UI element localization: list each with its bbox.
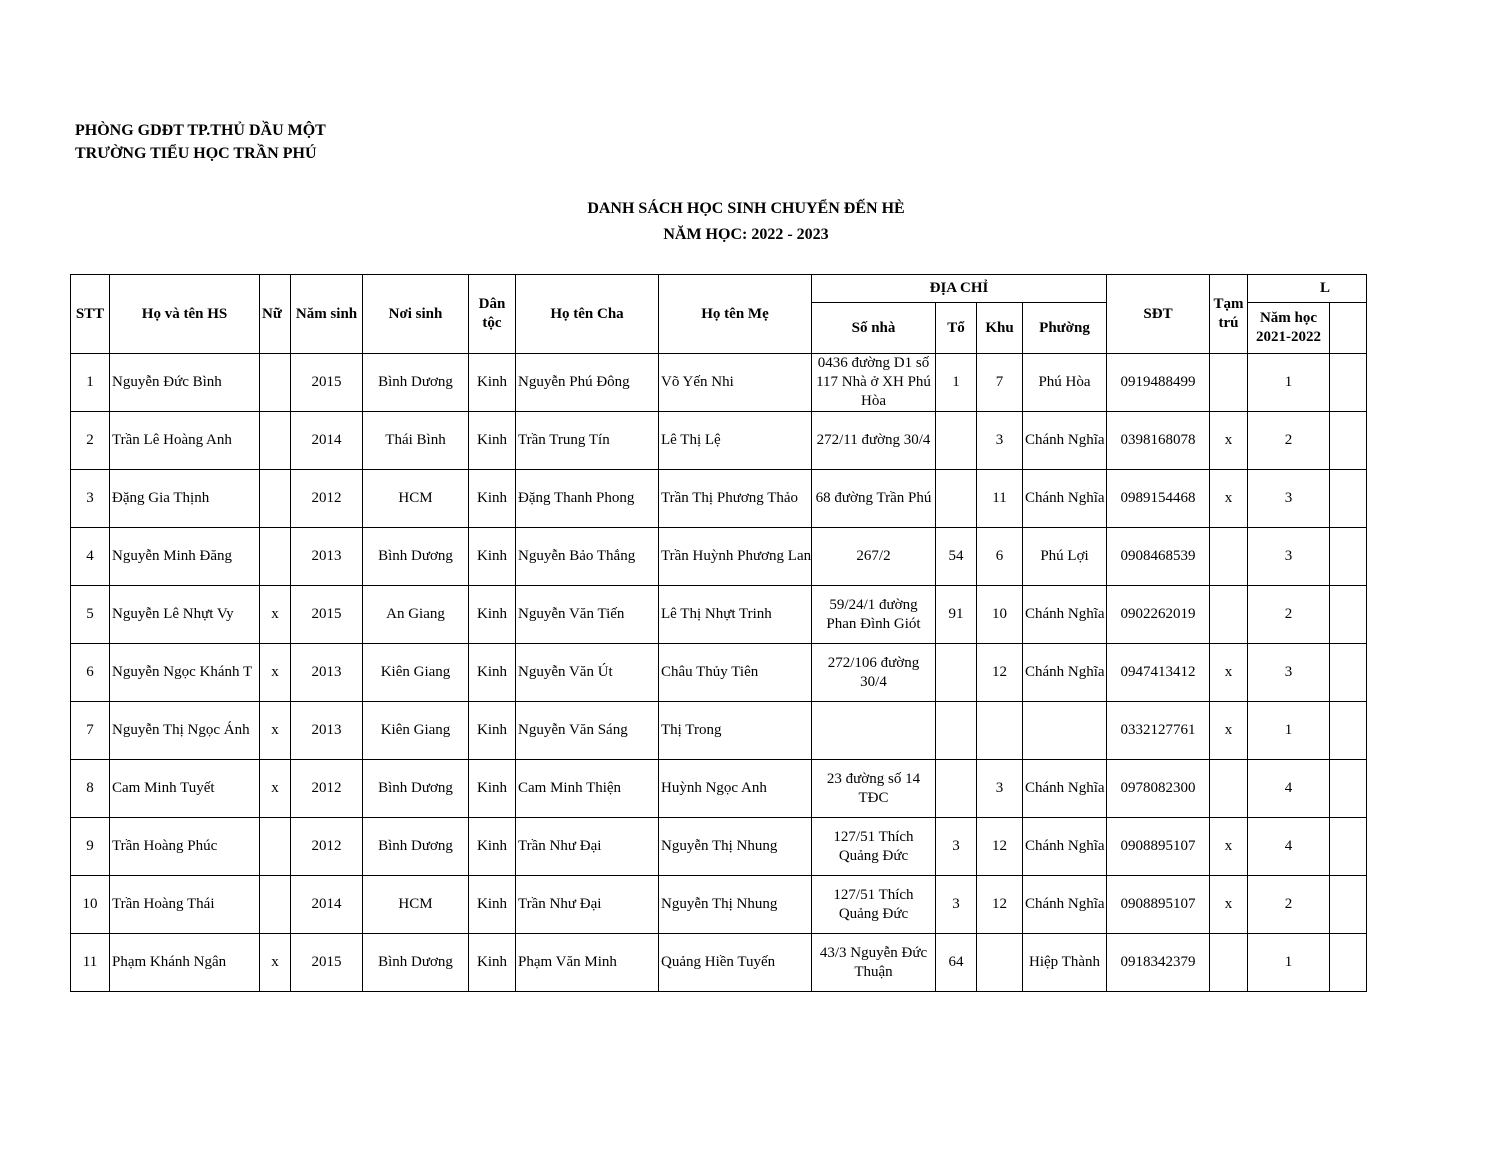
cell-father-name: Nguyễn Phú Đông (516, 354, 659, 412)
table-row (71, 644, 1367, 702)
cell-house-number: 127/51 Thích Quảng Đức (812, 818, 936, 876)
header-class-group: L (1248, 275, 1367, 303)
cell-mother-name: Quảng Hiền Tuyến (659, 934, 812, 992)
header-student-name: Họ và tên HS (110, 275, 260, 354)
cell-stt: 10 (71, 876, 110, 934)
cell-phone: 0332127761 (1107, 702, 1210, 760)
cell-stt: 8 (71, 760, 110, 818)
cell-phone: 0908895107 (1107, 818, 1210, 876)
cell-ethnicity: Kinh (469, 412, 516, 470)
cell-house-number: 0436 đường D1 số 117 Nhà ở XH Phú Hòa (812, 354, 936, 412)
cell-stt: 1 (71, 354, 110, 412)
cell-mother-name: Lê Thị Lệ (659, 412, 812, 470)
cell-school-year: 4 (1248, 818, 1330, 876)
cell-ward: Chánh Nghĩa (1023, 818, 1107, 876)
table-row (71, 586, 1367, 644)
document-title: DANH SÁCH HỌC SINH CHUYỂN ĐẾN HÈ (587, 200, 905, 217)
table-row (71, 702, 1367, 760)
cell-school-year: 4 (1248, 760, 1330, 818)
cell-female: x (260, 644, 291, 702)
cell-father-name: Nguyễn Văn Sáng (516, 702, 659, 760)
cell-phone: 0989154468 (1107, 470, 1210, 528)
cell-ethnicity: Kinh (469, 934, 516, 992)
cell-female (260, 528, 291, 586)
cell-house-number: 23 đường số 14 TĐC (812, 760, 936, 818)
cell-female (260, 354, 291, 412)
school-name: TRƯỜNG TIỂU HỌC TRẦN PHÚ (75, 145, 317, 162)
cell-temporary-residence (1210, 934, 1248, 992)
student-table-container (70, 274, 1331, 1034)
cell-female (260, 412, 291, 470)
cell-phone: 0398168078 (1107, 412, 1210, 470)
cell-female: x (260, 934, 291, 992)
cell-group: 91 (936, 586, 977, 644)
table-row (71, 818, 1367, 876)
cell-student-name: Nguyễn Minh Đăng (110, 528, 260, 586)
cell-group: 3 (936, 818, 977, 876)
cell-birth-year: 2012 (291, 470, 363, 528)
cell-ethnicity: Kinh (469, 818, 516, 876)
cell-extra (1330, 702, 1367, 760)
header-birth-year: Năm sinh (291, 275, 363, 354)
cell-area: 6 (977, 528, 1023, 586)
cell-temporary-residence (1210, 760, 1248, 818)
cell-ward: Chánh Nghĩa (1023, 876, 1107, 934)
cell-school-year: 2 (1248, 876, 1330, 934)
cell-mother-name: Nguyễn Thị Nhung (659, 818, 812, 876)
cell-temporary-residence (1210, 354, 1248, 412)
cell-birthplace: Bình Dương (363, 528, 469, 586)
cell-temporary-residence (1210, 528, 1248, 586)
cell-father-name: Trần Như Đại (516, 818, 659, 876)
student-rows (71, 354, 1367, 992)
cell-ward: Chánh Nghĩa (1023, 586, 1107, 644)
cell-group (936, 470, 977, 528)
cell-group (936, 760, 977, 818)
header-address-group: ĐỊA CHỈ (812, 275, 1107, 303)
cell-extra (1330, 412, 1367, 470)
cell-extra (1330, 644, 1367, 702)
cell-extra (1330, 876, 1367, 934)
cell-stt: 3 (71, 470, 110, 528)
cell-birth-year: 2015 (291, 586, 363, 644)
cell-school-year: 3 (1248, 644, 1330, 702)
cell-father-name: Nguyễn Bảo Thắng (516, 528, 659, 586)
cell-father-name: Cam Minh Thiện (516, 760, 659, 818)
cell-ethnicity: Kinh (469, 702, 516, 760)
cell-student-name: Cam Minh Tuyết (110, 760, 260, 818)
cell-temporary-residence: x (1210, 702, 1248, 760)
cell-stt: 2 (71, 412, 110, 470)
cell-temporary-residence: x (1210, 412, 1248, 470)
cell-area: 3 (977, 412, 1023, 470)
cell-extra (1330, 818, 1367, 876)
cell-area: 3 (977, 760, 1023, 818)
cell-birthplace: Kiên Giang (363, 644, 469, 702)
cell-temporary-residence: x (1210, 470, 1248, 528)
cell-ward: Chánh Nghĩa (1023, 644, 1107, 702)
cell-student-name: Trần Lê Hoàng Anh (110, 412, 260, 470)
cell-mother-name: Châu Thủy Tiên (659, 644, 812, 702)
cell-stt: 11 (71, 934, 110, 992)
header-father-name: Họ tên Cha (516, 275, 659, 354)
cell-female: x (260, 702, 291, 760)
cell-extra (1330, 354, 1367, 412)
cell-group: 3 (936, 876, 977, 934)
cell-area: 12 (977, 644, 1023, 702)
cell-temporary-residence: x (1210, 876, 1248, 934)
cell-phone: 0919488499 (1107, 354, 1210, 412)
cell-birth-year: 2013 (291, 702, 363, 760)
table-row (71, 470, 1367, 528)
cell-ethnicity: Kinh (469, 876, 516, 934)
cell-school-year: 1 (1248, 354, 1330, 412)
cell-father-name: Nguyễn Văn Tiến (516, 586, 659, 644)
cell-mother-name: Huỳnh Ngọc Anh (659, 760, 812, 818)
cell-school-year: 2 (1248, 586, 1330, 644)
cell-father-name: Phạm Văn Minh (516, 934, 659, 992)
cell-ethnicity: Kinh (469, 528, 516, 586)
header-ward: Phường (1023, 303, 1107, 354)
cell-female: x (260, 586, 291, 644)
cell-school-year: 3 (1248, 528, 1330, 586)
cell-mother-name: Trần Huỳnh Phương Lan (659, 528, 812, 586)
cell-birth-year: 2012 (291, 760, 363, 818)
cell-birthplace: An Giang (363, 586, 469, 644)
school-year: NĂM HỌC: 2022 - 2023 (663, 226, 829, 243)
header-stt: STT (71, 275, 110, 354)
cell-phone: 0908895107 (1107, 876, 1210, 934)
cell-group: 1 (936, 354, 977, 412)
cell-father-name: Trần Như Đại (516, 876, 659, 934)
cell-school-year: 1 (1248, 934, 1330, 992)
header-female: Nữ (260, 275, 291, 354)
cell-group: 64 (936, 934, 977, 992)
header-house-number: Số nhà (812, 303, 936, 354)
cell-house-number: 59/24/1 đường Phan Đình Giót (812, 586, 936, 644)
cell-birth-year: 2015 (291, 354, 363, 412)
table-row (71, 354, 1367, 412)
cell-temporary-residence: x (1210, 644, 1248, 702)
cell-group: 54 (936, 528, 977, 586)
header-area: Khu (977, 303, 1023, 354)
cell-ward: Chánh Nghĩa (1023, 412, 1107, 470)
header-temporary-residence: Tạm trú (1210, 275, 1248, 354)
cell-area: 12 (977, 818, 1023, 876)
cell-birthplace: Kiên Giang (363, 702, 469, 760)
cell-extra (1330, 470, 1367, 528)
table-row (71, 876, 1367, 934)
cell-student-name: Trần Hoàng Thái (110, 876, 260, 934)
cell-student-name: Nguyễn Ngọc Khánh T (110, 644, 260, 702)
cell-father-name: Đặng Thanh Phong (516, 470, 659, 528)
cell-house-number (812, 702, 936, 760)
cell-birth-year: 2014 (291, 876, 363, 934)
cell-stt: 9 (71, 818, 110, 876)
header-school-year: Năm học 2021-2022 (1248, 303, 1330, 354)
cell-mother-name: Võ Yến Nhi (659, 354, 812, 412)
cell-temporary-residence (1210, 586, 1248, 644)
cell-ward: Hiệp Thành (1023, 934, 1107, 992)
cell-school-year: 1 (1248, 702, 1330, 760)
cell-area (977, 934, 1023, 992)
cell-ethnicity: Kinh (469, 644, 516, 702)
header-phone: SĐT (1107, 275, 1210, 354)
cell-ethnicity: Kinh (469, 586, 516, 644)
cell-birth-year: 2013 (291, 644, 363, 702)
cell-area: 7 (977, 354, 1023, 412)
cell-stt: 6 (71, 644, 110, 702)
cell-birthplace: HCM (363, 876, 469, 934)
cell-birth-year: 2015 (291, 934, 363, 992)
cell-ward: Phú Hòa (1023, 354, 1107, 412)
header-ethnicity: Dân tộc (469, 275, 516, 354)
cell-birth-year: 2013 (291, 528, 363, 586)
cell-birthplace: Bình Dương (363, 934, 469, 992)
cell-ward: Phú Lợi (1023, 528, 1107, 586)
cell-phone: 0947413412 (1107, 644, 1210, 702)
cell-ward: Chánh Nghĩa (1023, 760, 1107, 818)
cell-extra (1330, 586, 1367, 644)
cell-phone: 0918342379 (1107, 934, 1210, 992)
cell-house-number: 272/106 đường 30/4 (812, 644, 936, 702)
cell-birthplace: Thái Bình (363, 412, 469, 470)
cell-birthplace: Bình Dương (363, 354, 469, 412)
cell-temporary-residence: x (1210, 818, 1248, 876)
cell-house-number: 272/11 đường 30/4 (812, 412, 936, 470)
cell-phone: 0978082300 (1107, 760, 1210, 818)
table-row (71, 528, 1367, 586)
header-row-1 (71, 275, 1367, 303)
cell-stt: 7 (71, 702, 110, 760)
cell-group (936, 644, 977, 702)
cell-stt: 4 (71, 528, 110, 586)
cell-area: 11 (977, 470, 1023, 528)
cell-ward: Chánh Nghĩa (1023, 470, 1107, 528)
cell-house-number: 267/2 (812, 528, 936, 586)
header-group: Tổ (936, 303, 977, 354)
cell-house-number: 127/51 Thích Quảng Đức (812, 876, 936, 934)
table-row (71, 934, 1367, 992)
cell-birth-year: 2012 (291, 818, 363, 876)
cell-female (260, 876, 291, 934)
cell-birthplace: Bình Dương (363, 760, 469, 818)
cell-area: 12 (977, 876, 1023, 934)
cell-birth-year: 2014 (291, 412, 363, 470)
cell-birthplace: Bình Dương (363, 818, 469, 876)
cell-school-year: 3 (1248, 470, 1330, 528)
student-table (70, 274, 1367, 992)
cell-female: x (260, 760, 291, 818)
cell-house-number: 68 đường Trần Phú (812, 470, 936, 528)
cell-mother-name: Lê Thị Nhựt Trinh (659, 586, 812, 644)
agency-name: PHÒNG GDĐT TP.THỦ DẦU MỘT (75, 122, 326, 139)
cell-group (936, 412, 977, 470)
cell-extra (1330, 528, 1367, 586)
cell-area: 10 (977, 586, 1023, 644)
cell-mother-name: Nguyễn Thị Nhung (659, 876, 812, 934)
header-mother-name: Họ tên Mẹ (659, 275, 812, 354)
cell-female (260, 470, 291, 528)
cell-student-name: Nguyễn Thị Ngọc Ánh (110, 702, 260, 760)
cell-extra (1330, 760, 1367, 818)
cell-ward (1023, 702, 1107, 760)
cell-group (936, 702, 977, 760)
cell-house-number: 43/3 Nguyễn Đức Thuận (812, 934, 936, 992)
cell-area (977, 702, 1023, 760)
cell-student-name: Nguyễn Lê Nhựt Vy (110, 586, 260, 644)
cell-extra (1330, 934, 1367, 992)
cell-female (260, 818, 291, 876)
cell-phone: 0902262019 (1107, 586, 1210, 644)
cell-school-year: 2 (1248, 412, 1330, 470)
cell-father-name: Trần Trung Tín (516, 412, 659, 470)
table-row (71, 412, 1367, 470)
cell-mother-name: Thị Trong (659, 702, 812, 760)
cell-student-name: Trần Hoàng Phúc (110, 818, 260, 876)
header-next-column (1330, 303, 1367, 354)
cell-ethnicity: Kinh (469, 760, 516, 818)
cell-phone: 0908468539 (1107, 528, 1210, 586)
cell-student-name: Nguyễn Đức Bình (110, 354, 260, 412)
header-birthplace: Nơi sinh (363, 275, 469, 354)
cell-student-name: Phạm Khánh Ngân (110, 934, 260, 992)
cell-stt: 5 (71, 586, 110, 644)
cell-birthplace: HCM (363, 470, 469, 528)
cell-father-name: Nguyễn Văn Út (516, 644, 659, 702)
cell-ethnicity: Kinh (469, 354, 516, 412)
cell-mother-name: Trần Thị Phương Thảo (659, 470, 812, 528)
table-row (71, 760, 1367, 818)
cell-student-name: Đặng Gia Thịnh (110, 470, 260, 528)
cell-ethnicity: Kinh (469, 470, 516, 528)
